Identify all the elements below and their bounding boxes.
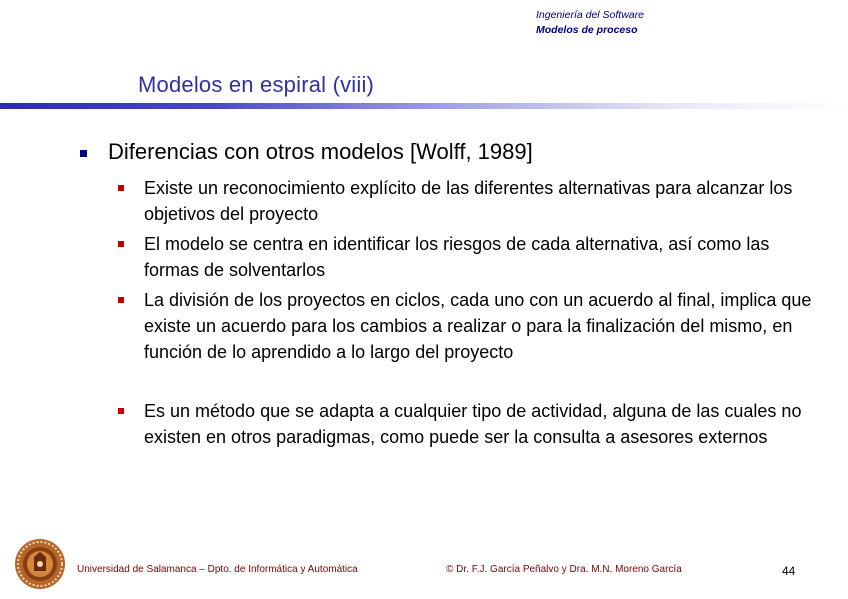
section-name: Modelos de proceso — [536, 24, 638, 36]
sub-point-text: Existe un reconocimiento explícito de las diferentes alternativas para alcanzar los objetivos del proyecto — [144, 178, 793, 224]
course-name: Ingeniería del Software — [536, 9, 644, 21]
square-bullet-icon — [118, 408, 124, 414]
university-seal-icon — [14, 538, 66, 590]
sub-point-text: El modelo se centra en identificar los riesgos de cada alternativa, así como las formas de solventarlos — [144, 234, 770, 280]
slide-title: Modelos en espiral (viii) — [138, 72, 375, 97]
square-bullet-icon — [118, 297, 124, 303]
title-divider — [0, 103, 848, 109]
sub-point-text: Es un método que se adapta a cualquier tipo de actividad, alguna de las cuales no existen en otros paradigmas, como puede ser la consulta a asesores externos — [144, 401, 802, 447]
header-block — [536, 8, 644, 38]
square-bullet-icon — [118, 241, 124, 247]
square-bullet-icon — [118, 185, 124, 191]
page-number: 44 — [782, 564, 796, 578]
sub-point-text: La división de los proyectos en ciclos, cada uno con un acuerdo al final, implica que existe un acuerdo para los cambios a realizar o para la finalización del mismo, en función de lo aprendido a lo largo del proyecto — [144, 290, 812, 362]
footer-copyright: © Dr. F.J. García Peñalvo y Dra. M.N. Moreno García — [446, 564, 682, 575]
main-point-text: Diferencias con otros modelos [Wolff, 1989] — [108, 139, 533, 164]
footer-institution: Universidad de Salamanca – Dpto. de Informática y Automática — [77, 564, 358, 575]
square-bullet-icon — [80, 150, 87, 157]
